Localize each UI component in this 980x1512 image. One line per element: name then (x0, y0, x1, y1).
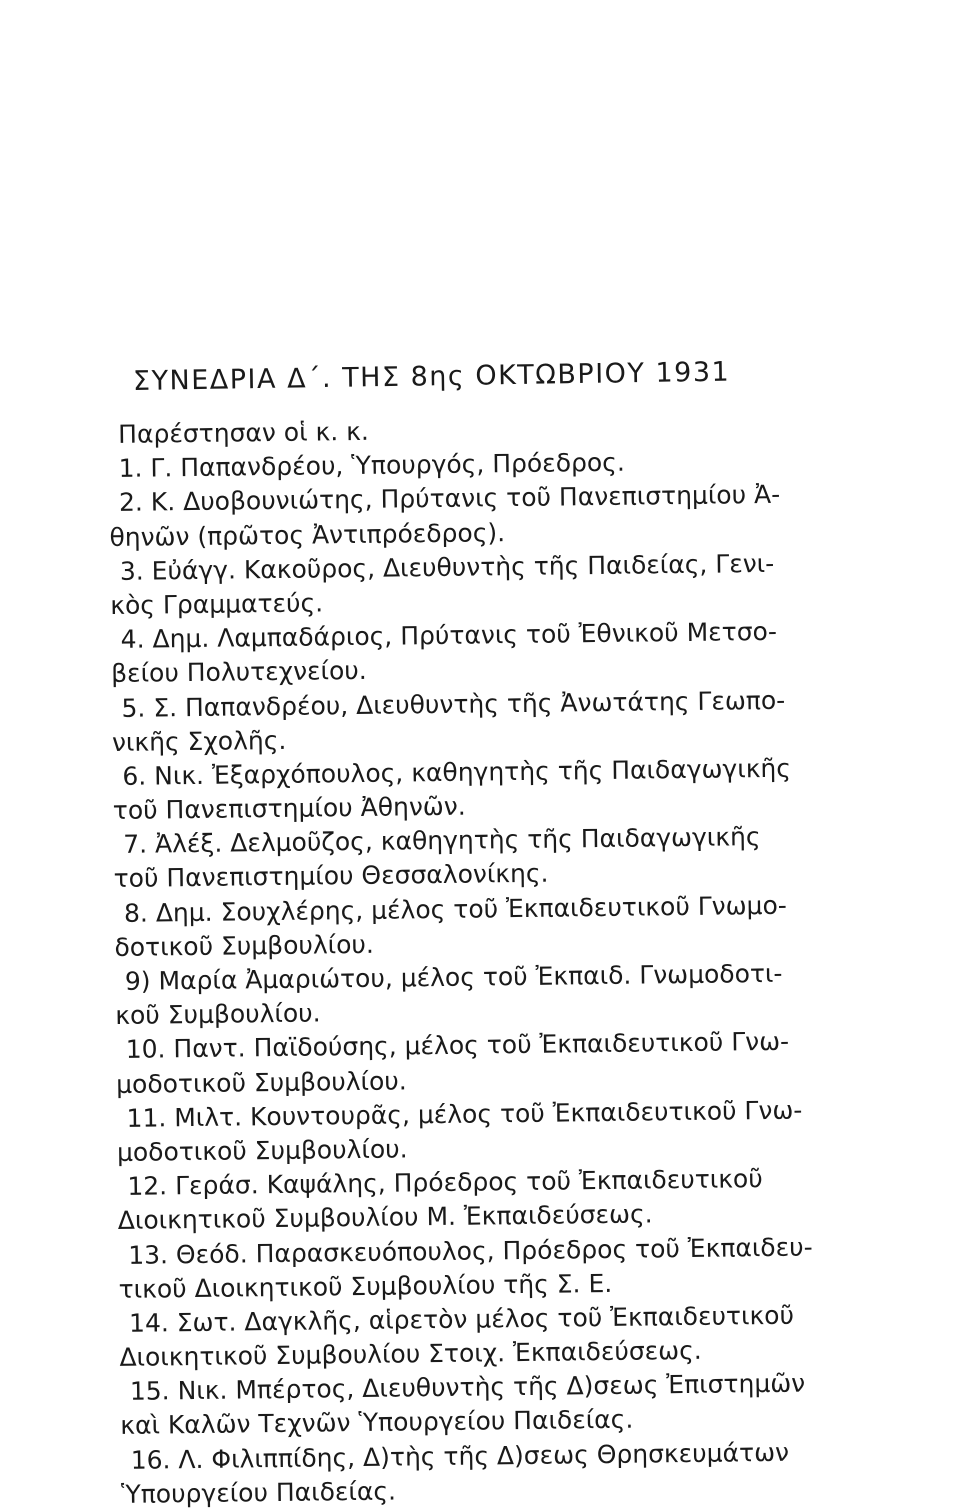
attendee-line: 10. Παντ. Παϊδούσης, μέλος τοῦ Ἐκπαιδευτικοῦ Γνω- (125, 1027, 790, 1065)
attendee-line: 8. Δημ. Σουχλέρης, μέλος τοῦ Ἐκπαιδευτικοῦ Γνωμο- (123, 890, 787, 928)
attendee-line: 11. Μιλτ. Κουντουρᾶς, μέλος τοῦ Ἐκπαιδευτικοῦ Γνω- (126, 1095, 803, 1133)
attendee-line: Διοικητικοῦ Συμβουλίου Μ. Ἐκπαιδεύσεως. (117, 1199, 653, 1236)
attendee-line: τικοῦ Διοικητικοῦ Συμβουλίου τῆς Σ. Ε. (118, 1268, 613, 1304)
attendee-line: μοδοτικοῦ Συμβουλίου. (116, 1134, 408, 1167)
attendee-line: 7. Ἀλέξ. Δελμοῦζος, καθηγητὴς τῆς Παιδαγωγικῆς (123, 822, 761, 860)
attendee-line: 3. Εὐάγγ. Κακοῦρος, Διευθυντὴς τῆς Παιδείας, Γενι- (119, 548, 775, 586)
attendee-line: θηνῶν (πρῶτος Ἀντιπρόεδρος). (109, 517, 506, 552)
attendee-line: 9) Μαρία Ἀμαριώτου, μέλος τοῦ Ἐκπαιδ. Γνωμοδοτι- (124, 958, 783, 996)
attendee-line: κοῦ Συμβουλίου. (115, 998, 321, 1031)
attendee-line: δοτικοῦ Συμβουλίου. (114, 929, 375, 962)
attendee-line: 2. Κ. Δυοβουνιώτης, Πρύτανις τοῦ Πανεπιστημίου Ἀ- (118, 480, 781, 518)
attendee-line: 1. Γ. Παπανδρέου, Ὑπουργός, Πρόεδρος. (118, 447, 625, 484)
attendee-line: κὸς Γραμματεύς. (110, 588, 324, 620)
attendee-line: τοῦ Πανεπιστημίου Ἀθηνῶν. (112, 791, 466, 826)
attendee-line: μοδοτικοῦ Συμβουλίου. (115, 1065, 407, 1099)
attendee-line: 6. Νικ. Ἐξαρχόπουλος, καθηγητὴς τῆς Παιδαγωγικῆς (122, 753, 792, 791)
attendance-intro-line: Παρέστησαν οἱ κ. κ. (118, 416, 370, 449)
attendee-line: 16. Λ. Φιλιππίδης, Δ)τὴς τῆς Δ)σεως Θρησκευμάτων (130, 1437, 790, 1475)
attendees-list (108, 408, 921, 1512)
attendee-line: τοῦ Πανεπιστημίου Θεσσαλονίκης. (113, 859, 549, 894)
attendee-line: νικῆς Σχολῆς. (111, 725, 287, 757)
attendee-line: 4. Δημ. Λαμπαδάριος, Πρύτανις τοῦ Ἐθνικοῦ Μετσο- (120, 616, 778, 654)
attendee-line: 12. Γεράσ. Καψάλης, Πρόεδρος τοῦ Ἐκπαιδευτικοῦ (127, 1164, 763, 1201)
attendee-line: καὶ Καλῶν Τεχνῶν Ὑπουργείου Παιδείας. (120, 1405, 634, 1441)
attendee-line: 13. Θεόδ. Παρασκευόπουλος, Πρόεδρος τοῦ Ἐκπαιδευ- (128, 1231, 813, 1270)
session-heading: ΣΥΝΕΔΡΙΑ Δ΄. ΤΗΣ 8ης ΟΚΤΩΒΡΙΟΥ 1931 (132, 356, 731, 397)
attendee-line: Διοικητικοῦ Συμβουλίου Στοιχ. Ἐκπαιδεύσεως. (119, 1335, 702, 1372)
attendee-line: βείου Πολυτεχνείου. (110, 656, 367, 689)
attendee-line: 5. Σ. Παπανδρέου, Διευθυντὴς τῆς Ἀνωτάτης Γεωπο- (121, 685, 786, 723)
attendee-line: 15. Νικ. Μπέρτος, Διευθυντὴς τῆς Δ)σεως Ἐπιστημῶν (129, 1368, 806, 1407)
attendee-line: 14. Σωτ. Δαγκλῆς, αἱρετὸν μέλος τοῦ Ἐκπαιδευτικοῦ (128, 1300, 795, 1338)
attendee-line: Ὑπουργείου Παιδείας. (120, 1476, 397, 1509)
